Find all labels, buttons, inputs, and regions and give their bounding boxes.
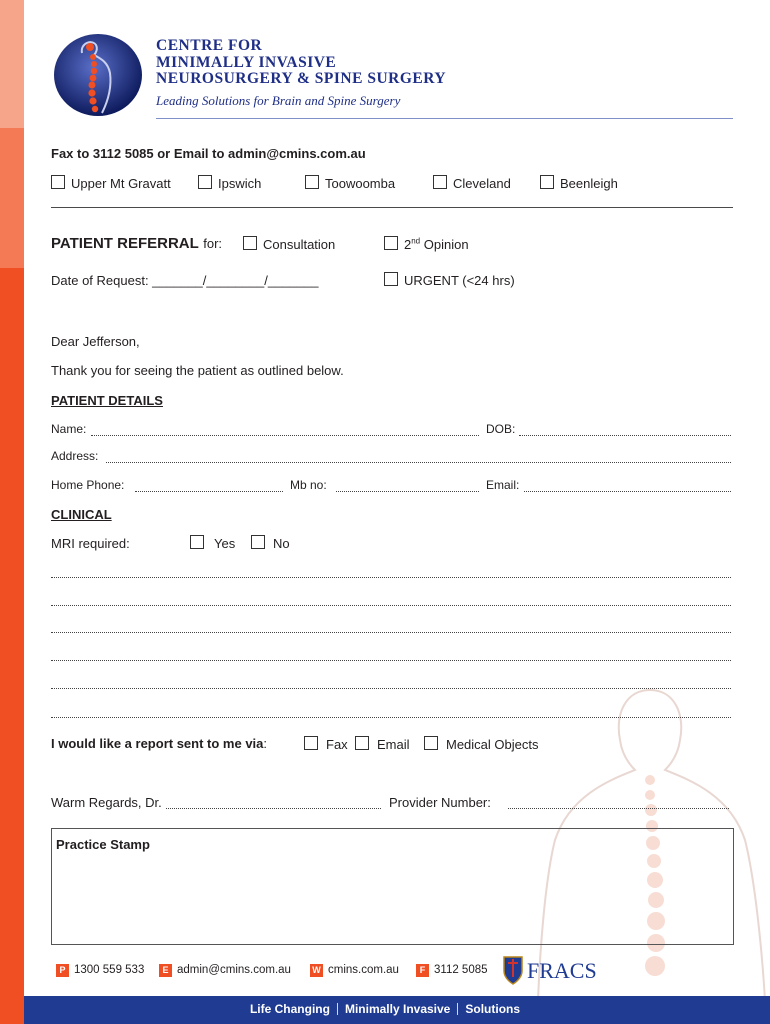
email-tag: E [159, 964, 172, 977]
option-label: No [273, 536, 290, 551]
location-label: Ipswich [218, 176, 262, 191]
option-second-opinion[interactable] [384, 236, 469, 252]
checkbox[interactable] [190, 535, 204, 549]
footer-fax [416, 964, 488, 977]
intro-text: Thank you for seeing the patient as outlined below. [51, 363, 344, 378]
footer-email[interactable] [159, 964, 291, 977]
sidebar-strip-light [0, 0, 24, 128]
brand-tagline: Leading Solutions for Brain and Spine Surgery [156, 93, 401, 108]
clinical-notes-line[interactable] [51, 576, 731, 578]
referral-title [51, 235, 222, 253]
checkbox[interactable] [51, 175, 65, 189]
location-toowoomba[interactable] [305, 175, 395, 191]
checkbox[interactable] [305, 175, 319, 189]
checkbox[interactable] [384, 272, 398, 286]
email-label: Email: [486, 478, 520, 492]
checkbox[interactable] [198, 175, 212, 189]
clinical-notes-line[interactable] [51, 631, 731, 633]
mri-no-option[interactable] [251, 535, 290, 551]
provider-number-field[interactable] [508, 807, 729, 809]
report-via-text: I would like a report sent to me via [51, 736, 264, 751]
option-label-sup: nd [411, 236, 421, 246]
brand-line-3: NEUROSURGERY & SPINE SURGERY [156, 70, 447, 87]
brand-line-1: CENTRE FOR [156, 37, 263, 54]
email-address[interactable]: admin@cmins.com.au [177, 964, 291, 976]
referral-title-text: PATIENT REFERRAL [51, 235, 199, 252]
checkbox[interactable] [540, 175, 554, 189]
dob-label: DOB: [486, 422, 516, 436]
locations-rule [51, 207, 733, 208]
divider [457, 1003, 458, 1015]
location-ipswich[interactable] [198, 175, 261, 191]
option-label: Fax [326, 737, 348, 752]
location-label: Upper Mt Gravatt [71, 176, 171, 191]
location-upper-mt-gravatt[interactable] [51, 175, 171, 191]
slogan-item: Minimally Invasive [344, 1002, 451, 1016]
footer-phone [56, 964, 144, 977]
divider [337, 1003, 338, 1015]
patient-details-heading: PATIENT DETAILS [51, 393, 163, 408]
option-label: Yes [214, 536, 236, 551]
report-via-label [51, 736, 267, 751]
referral-for-label: for: [203, 236, 223, 251]
clinical-notes-line[interactable] [51, 687, 731, 689]
header-rule [156, 118, 733, 119]
phone-tag: P [56, 964, 69, 977]
report-via-colon: : [263, 736, 268, 751]
option-label: Email [377, 737, 410, 752]
website[interactable]: cmins.com.au [328, 964, 399, 976]
location-beenleigh[interactable] [540, 175, 618, 191]
checkbox[interactable] [251, 535, 265, 549]
mri-required-label: MRI required: [51, 536, 130, 551]
clinical-heading: CLINICAL [51, 507, 112, 522]
fax-tag: F [416, 964, 429, 977]
location-label: Beenleigh [560, 176, 618, 191]
home-phone-label: Home Phone: [51, 478, 125, 492]
name-field[interactable] [91, 434, 479, 436]
checkbox[interactable] [424, 736, 438, 750]
option-consultation[interactable] [243, 236, 335, 252]
doctor-name-field[interactable] [166, 807, 381, 809]
name-label: Name: [51, 422, 87, 436]
practice-stamp-label: Practice Stamp [56, 837, 150, 852]
dob-field[interactable] [519, 434, 731, 436]
checkbox[interactable] [243, 236, 257, 250]
option-label: URGENT (<24 hrs) [404, 273, 515, 288]
brand-name [156, 38, 446, 88]
option-label: Consultation [263, 237, 336, 252]
mb-no-label: Mb no: [290, 478, 327, 492]
option-label-prefix: 2 [404, 237, 412, 252]
slogan-item: Solutions [465, 1002, 521, 1016]
checkbox[interactable] [384, 236, 398, 250]
sidebar-strip-mid [0, 128, 24, 268]
checkbox[interactable] [304, 736, 318, 750]
greeting: Dear Jefferson, [51, 334, 140, 349]
warm-regards-label: Warm Regards, Dr. [51, 795, 162, 810]
provider-number-label: Provider Number: [389, 795, 491, 810]
date-of-request[interactable]: Date of Request: _______/________/_______ [51, 273, 319, 288]
fracs-logo-text: FRACS [527, 958, 597, 983]
mb-no-field[interactable] [336, 490, 479, 492]
fax-email-instruction: Fax to 3112 5085 or Email to admin@cmins.com.au [51, 146, 366, 161]
option-label-suffix: Opinion [420, 237, 469, 252]
location-cleveland[interactable] [433, 175, 511, 191]
mri-yes-option[interactable] [190, 535, 235, 551]
footer-web[interactable] [310, 964, 399, 977]
clinical-notes-line[interactable] [51, 659, 731, 661]
checkbox[interactable] [355, 736, 369, 750]
address-field[interactable] [106, 461, 731, 463]
slogan-item: Life Changing [249, 1002, 330, 1016]
location-label: Toowoomba [325, 176, 396, 191]
address-label: Address: [51, 449, 99, 463]
fax-number: 3112 5085 [434, 964, 488, 976]
clinical-notes-line[interactable] [51, 716, 731, 718]
web-tag: W [310, 964, 323, 977]
home-phone-field[interactable] [135, 490, 283, 492]
practice-stamp-box[interactable] [51, 828, 734, 945]
checkbox[interactable] [433, 175, 447, 189]
report-option-fax[interactable] [304, 736, 348, 752]
phone-number: 1300 559 533 [74, 964, 145, 976]
cmins-logo-icon [52, 33, 145, 117]
option-urgent[interactable] [384, 272, 515, 288]
email-field[interactable] [524, 490, 731, 492]
report-option-email[interactable] [355, 736, 410, 752]
location-label: Cleveland [453, 176, 511, 191]
fracs-crest-icon [502, 953, 524, 987]
footer-slogan [0, 1002, 770, 1016]
brand-line-2: MINIMALLY INVASIVE [156, 53, 337, 71]
report-option-medical-objects[interactable] [424, 736, 538, 752]
option-label: Medical Objects [446, 737, 539, 752]
clinical-notes-line[interactable] [51, 604, 731, 606]
